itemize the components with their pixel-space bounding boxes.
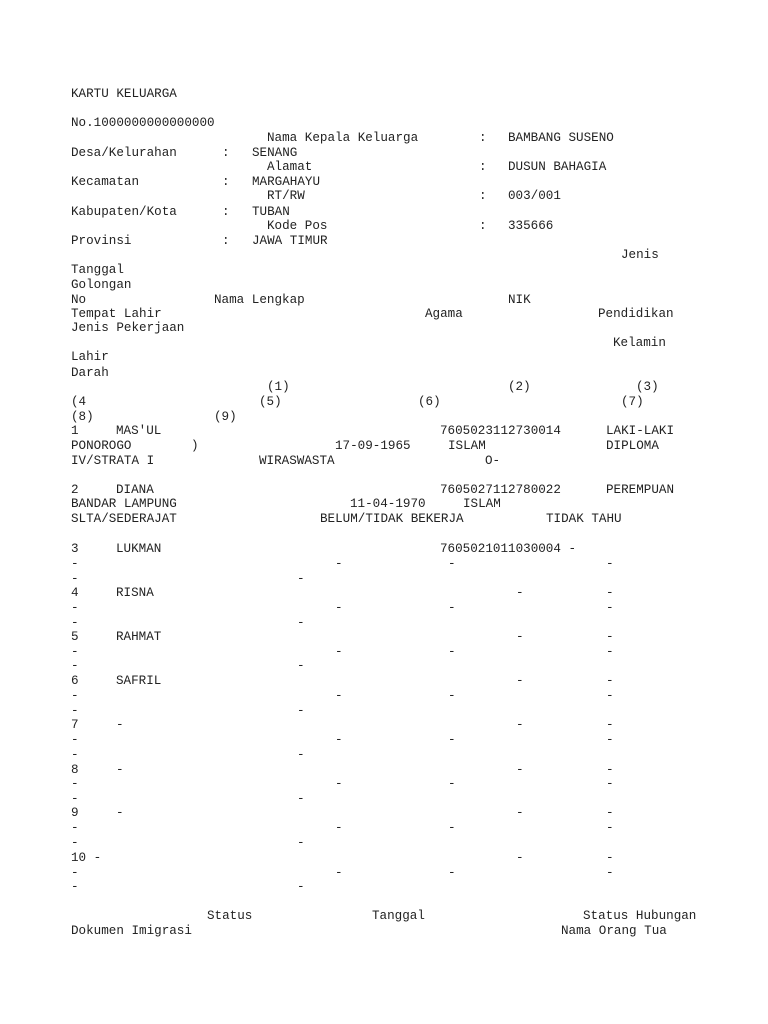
member-5-sex: - (606, 630, 614, 644)
alamat-colon: : (479, 160, 487, 174)
rtrw-colon: : (479, 189, 487, 203)
member-8-no: 8 (71, 763, 79, 777)
footer-header-dokumen-imigrasi: Dokumen Imigrasi (71, 924, 192, 938)
member-1-education: DIPLOMA (606, 439, 659, 453)
kodepos-value: 335666 (508, 219, 554, 233)
member-8-name: - (116, 763, 124, 777)
col-header-kelamin: Kelamin (613, 336, 666, 350)
member-8-dash: - (448, 777, 456, 791)
col-header-nik: NIK (508, 293, 531, 307)
kodepos-label: Kode Pos (267, 219, 328, 233)
provinsi-colon: : (222, 234, 230, 248)
member-2-name: DIANA (116, 483, 154, 497)
document-title: KARTU KELUARGA (71, 87, 177, 101)
kodepos-colon: : (479, 219, 487, 233)
member-9-dash: - (606, 821, 614, 835)
member-7-dash: - (71, 733, 79, 747)
member-9-dash: - (71, 821, 79, 835)
kabupaten-colon: : (222, 205, 230, 219)
member-4-dash: - (71, 616, 79, 630)
col-number-7: (7) (621, 395, 644, 409)
member-6-nik: - (516, 674, 524, 688)
member-4-sex: - (606, 586, 614, 600)
kecamatan-colon: : (222, 175, 230, 189)
member-6-sex: - (606, 674, 614, 688)
member-5-dash: - (606, 645, 614, 659)
member-1-sex: LAKI-LAKI (606, 424, 675, 438)
member-3-name: LUKMAN (116, 542, 162, 556)
col-header-darah: Darah (71, 366, 109, 380)
member-2-no: 2 (71, 483, 79, 497)
member-9-no: 9 (71, 806, 79, 820)
member-1-place: PONOROGO (71, 439, 132, 453)
member-1-name: MAS'UL (116, 424, 162, 438)
col-number-5: (5) (259, 395, 282, 409)
provinsi-label: Provinsi (71, 234, 132, 248)
member-4-nik: - (516, 586, 524, 600)
member-5-dash: - (297, 659, 305, 673)
member-6-name: SAFRIL (116, 674, 162, 688)
footer-header-nama-orang-tua: Nama Orang Tua (561, 924, 667, 938)
member-2-sex: PEREMPUAN (606, 483, 675, 497)
member-3-no: 3 (71, 542, 79, 556)
member-2-nik: 7605027112780022 (440, 483, 561, 497)
member-2-birth: 11-04-1970 (350, 497, 426, 511)
member-4-dash: - (297, 616, 305, 630)
member-6-no: 6 (71, 674, 79, 688)
col-number-6: (6) (418, 395, 441, 409)
member-6-dash: - (448, 689, 456, 703)
member-5-no: 5 (71, 630, 79, 644)
col-number-4: (4 (71, 395, 87, 409)
member-1-nik: 7605023112730014 (440, 424, 561, 438)
member-10-nik: - (516, 851, 524, 865)
member-9-sex: - (606, 806, 614, 820)
member-4-dash: - (71, 601, 79, 615)
rtrw-value: 003/001 (508, 189, 561, 203)
col-number-3: (3) (636, 380, 659, 394)
member-9-name: - (116, 806, 124, 820)
provinsi-value: JAWA TIMUR (252, 234, 328, 248)
member-8-nik: - (516, 763, 524, 777)
member-5-dash: - (335, 645, 343, 659)
rtrw-label: RT/RW (267, 189, 305, 203)
alamat-label: Alamat (267, 160, 313, 174)
member-1-religion: ISLAM (448, 439, 486, 453)
member-8-dash: - (71, 792, 79, 806)
col-number-9: (9) (214, 410, 237, 424)
col-header-nama-lengkap: Nama Lengkap (214, 293, 305, 307)
member-9-dash: - (448, 821, 456, 835)
member-8-dash: - (297, 792, 305, 806)
footer-header-tanggal: Tanggal (372, 909, 425, 923)
member-1-education-2: IV/STRATA I (71, 454, 155, 468)
member-7-sex: - (606, 718, 614, 732)
member-8-dash: - (606, 777, 614, 791)
kecamatan-value: MARGAHAYU (252, 175, 321, 189)
col-header-jenis: Jenis (621, 248, 659, 262)
member-9-nik: - (516, 806, 524, 820)
member-2-education: SLTA/SEDERAJAT (71, 512, 177, 526)
footer-header-status-hubungan: Status Hubungan (583, 909, 697, 923)
member-2-blood: TIDAK TAHU (546, 512, 622, 526)
member-3-dash: - (606, 557, 614, 571)
member-4-dash: - (606, 601, 614, 615)
member-2-place: BANDAR LAMPUNG (71, 497, 177, 511)
footer-header-status: Status (207, 909, 253, 923)
col-number-2: (2) (508, 380, 531, 394)
kabupaten-label: Kabupaten/Kota (71, 205, 177, 219)
member-6-dash: - (71, 704, 79, 718)
member-8-dash: - (335, 777, 343, 791)
col-number-8: (8) (71, 410, 94, 424)
member-1-paren: ) (191, 439, 199, 453)
member-7-dash: - (448, 733, 456, 747)
member-4-dash: - (335, 601, 343, 615)
member-6-dash: - (71, 689, 79, 703)
member-3-dash: - (335, 557, 343, 571)
kabupaten-value: TUBAN (252, 205, 290, 219)
col-header-no: No (71, 293, 87, 307)
member-6-dash: - (606, 689, 614, 703)
member-9-dash: - (297, 836, 305, 850)
member-7-dash: - (606, 733, 614, 747)
alamat-value: DUSUN BAHAGIA (508, 160, 607, 174)
member-5-dash: - (71, 645, 79, 659)
member-7-dash: - (297, 748, 305, 762)
member-10-dash: - (71, 866, 79, 880)
col-number-1: (1) (267, 380, 290, 394)
member-4-no: 4 (71, 586, 79, 600)
desa-label: Desa/Kelurahan (71, 146, 177, 160)
desa-value: SENANG (252, 146, 298, 160)
member-7-name: - (116, 718, 124, 732)
col-header-jenis-pekerjaan: Jenis Pekerjaan (71, 321, 185, 335)
member-10-dash: - (297, 880, 305, 894)
member-3-dash: - (71, 572, 79, 586)
member-5-dash: - (71, 659, 79, 673)
member-4-name: RISNA (116, 586, 154, 600)
col-header-agama: Agama (425, 307, 463, 321)
member-1-job: WIRASWASTA (259, 454, 335, 468)
member-1-no: 1 (71, 424, 79, 438)
member-5-dash: - (448, 645, 456, 659)
kepala-colon: : (479, 131, 487, 145)
member-7-no: 7 (71, 718, 79, 732)
member-7-nik: - (516, 718, 524, 732)
col-header-lahir: Lahir (71, 350, 109, 364)
member-3-dash: - (297, 572, 305, 586)
member-7-dash: - (335, 733, 343, 747)
member-10-dash: - (71, 880, 79, 894)
member-5-name: RAHMAT (116, 630, 162, 644)
member-10-dash: - (606, 866, 614, 880)
member-3-nik: 7605021011030004 - (440, 542, 577, 556)
kepala-value: BAMBANG SUSENO (508, 131, 614, 145)
col-header-pendidikan: Pendidikan (598, 307, 674, 321)
member-4-dash: - (448, 601, 456, 615)
member-1-blood: O- (485, 454, 501, 468)
member-3-dash: - (71, 557, 79, 571)
member-2-religion: ISLAM (463, 497, 501, 511)
member-10-no: 10 - (71, 851, 102, 865)
member-7-dash: - (71, 748, 79, 762)
member-6-dash: - (297, 704, 305, 718)
member-3-dash: - (448, 557, 456, 571)
member-8-dash: - (71, 777, 79, 791)
desa-colon: : (222, 146, 230, 160)
col-header-tempat-lahir: Tempat Lahir (71, 307, 162, 321)
member-10-dash: - (448, 866, 456, 880)
member-10-sex: - (606, 851, 614, 865)
member-8-sex: - (606, 763, 614, 777)
member-9-dash: - (71, 836, 79, 850)
member-2-job: BELUM/TIDAK BEKERJA (320, 512, 464, 526)
kecamatan-label: Kecamatan (71, 175, 140, 189)
member-6-dash: - (335, 689, 343, 703)
document-number: No.1000000000000000 (71, 116, 215, 130)
col-header-golongan: Golongan (71, 278, 132, 292)
kepala-label: Nama Kepala Keluarga (267, 131, 419, 145)
member-1-birth: 17-09-1965 (335, 439, 411, 453)
member-9-dash: - (335, 821, 343, 835)
member-5-nik: - (516, 630, 524, 644)
member-10-dash: - (335, 866, 343, 880)
col-header-tanggal: Tanggal (71, 263, 124, 277)
